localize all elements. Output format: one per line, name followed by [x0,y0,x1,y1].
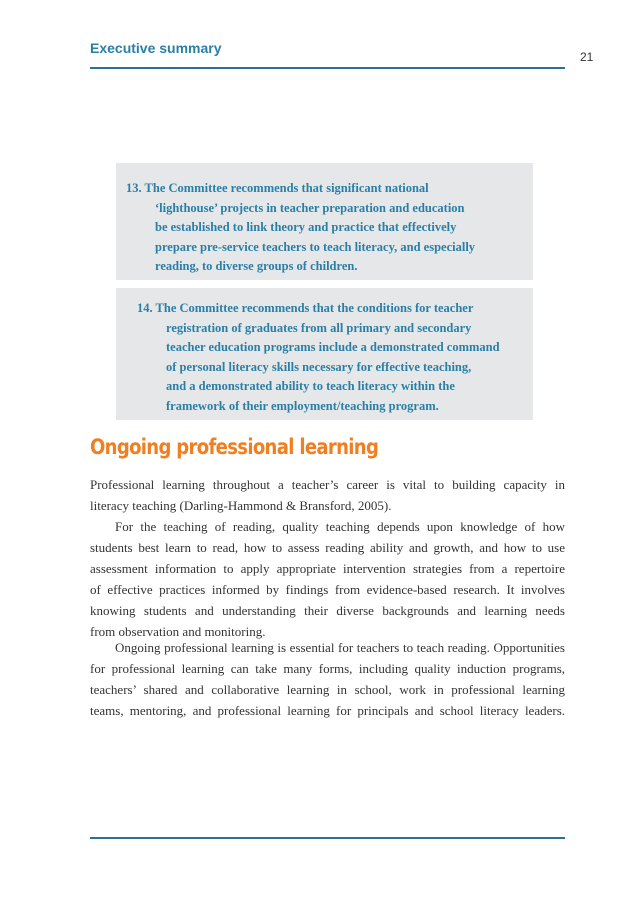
recommendation-line: prepare pre-service teachers to teach literacy, and especially [155,239,476,254]
running-header-title: Executive summary [90,40,222,56]
recommendation-line: and a demonstrated ability to teach literacy within the [166,379,455,393]
body-paragraph [90,474,565,516]
paragraph-line: of effective practices informed by findings from evidence-based research. It involves [90,582,565,597]
footer-divider [90,837,565,839]
paragraph-line: Ongoing professional learning is essential for teachers to teach reading. Opportunities [115,640,565,655]
paragraph-line: assessment information to apply appropriate intervention strategies from a repertoire [90,561,565,576]
recommendation-number: 13. [126,181,142,195]
recommendation-line: of personal literacy skills necessary for effective teaching, [166,359,472,374]
recommendation-line: be established to link theory and practice that effectively [155,220,457,234]
recommendation-line: teacher education programs include a demonstrated command [166,340,500,354]
recommendation-line: 13. The Committee recommends that significant national [126,181,429,195]
paragraph-line: for professional learning can take many forms, including quality induction programs, [90,661,565,676]
paragraph-line: knowing students and understanding their diverse backgrounds and learning needs [90,603,565,618]
recommendation-number: 14. [137,301,153,315]
recommendation-line: ‘lighthouse’ projects in teacher preparation and education [155,200,465,215]
paragraph-line: students best learn to read, how to assess reading ability and growth, and how to use [90,540,565,555]
recommendation-line: 14. The Committee recommends that the conditions for teacher [137,301,474,315]
paragraph-line: literacy teaching (Darling-Hammond & Bransford, 2005). [90,498,392,513]
recommendation-line: framework of their employment/teaching program. [166,398,439,413]
body-paragraph [90,516,565,642]
body-paragraph [90,637,565,721]
paragraph-line: teachers’ shared and collaborative learning in school, work in professional learning [90,682,565,697]
header-divider [90,67,565,69]
recommendation-line: reading, to diverse groups of children. [155,259,358,273]
recommendation-line: registration of graduates from all primary and secondary [166,320,472,335]
page-number: 21 [580,50,594,64]
recommendation-box-13 [116,163,533,280]
paragraph-line: Professional learning throughout a teacher’s career is vital to building capacity in [90,477,565,492]
section-heading: Ongoing professional learning [90,435,379,459]
paragraph-line: For the teaching of reading, quality teaching depends upon knowledge of how [115,519,565,534]
recommendation-box-14 [116,288,533,420]
paragraph-line: teams, mentoring, and professional learning for principals and school literacy leaders. [90,703,565,718]
paragraph-line: from observation and monitoring. [90,624,266,639]
